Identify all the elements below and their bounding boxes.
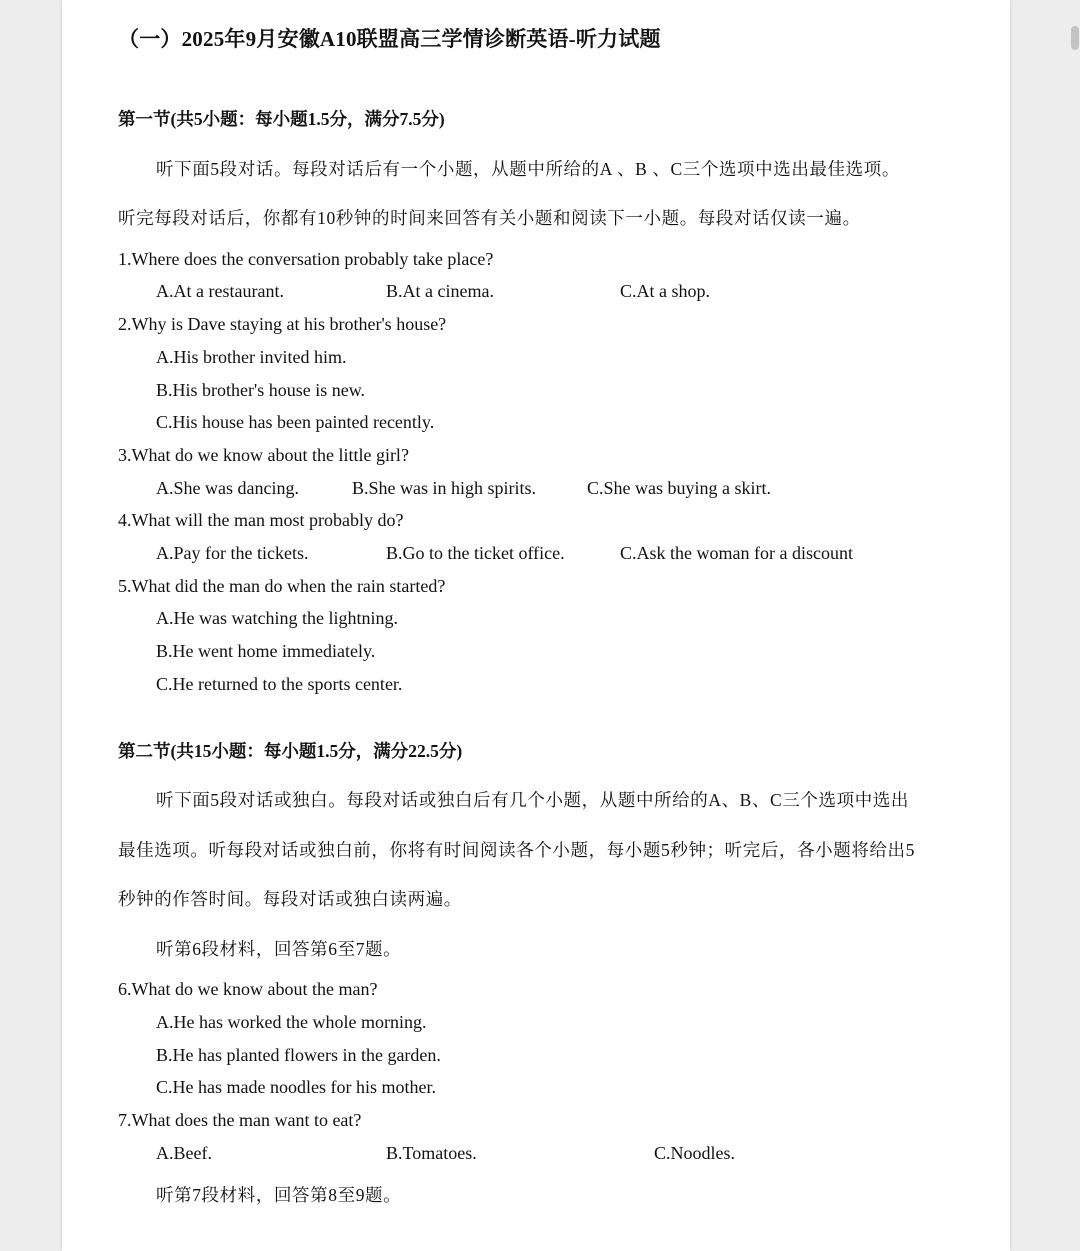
q2-option-b: B.His brother's house is new.: [156, 380, 366, 400]
q7-option-a: A.Beef.: [156, 1143, 212, 1163]
question-3: 3.What do we know about the little girl?: [118, 445, 409, 465]
question-1: 1.Where does the conversation probably take place?: [118, 249, 494, 269]
material-6-note: 听第6段材料，回答第6至7题。: [156, 939, 402, 959]
section1-instruction-line: 听下面5段对话。每段对话后有一个小题，从题中所给的A 、B 、C三个选项中选出最佳选项。: [156, 159, 900, 179]
q1-option-a: A.At a restaurant.: [156, 281, 284, 301]
section2-heading: 第二节(共15小题：每小题1.5分，满分22.5分): [118, 741, 463, 761]
q7-option-b: B.Tomatoes.: [386, 1143, 477, 1163]
q2-option-c: C.His house has been painted recently.: [156, 412, 435, 432]
q2-option-a: A.His brother invited him.: [156, 347, 347, 367]
q3-option-a: A.She was dancing.: [156, 478, 299, 498]
section1-instruction-line: 听完每段对话后，你都有10秒钟的时间来回答有关小题和阅读下一小题。每段对话仅读一遍。: [118, 208, 861, 228]
question-7: 7.What does the man want to eat?: [118, 1110, 362, 1130]
q6-option-c: C.He has made noodles for his mother.: [156, 1077, 436, 1097]
q3-option-c: C.She was buying a skirt.: [587, 478, 771, 498]
q6-option-a: A.He has worked the whole morning.: [156, 1012, 427, 1032]
q4-option-c: C.Ask the woman for a discount: [620, 543, 853, 563]
scrollbar-thumb[interactable]: [1071, 26, 1079, 50]
section2-instruction-line: 听下面5段对话或独白。每段对话或独白后有几个小题，从题中所给的A、B、C三个选项中选出: [156, 790, 910, 810]
q1-option-c: C.At a shop.: [620, 281, 710, 301]
question-2: 2.Why is Dave staying at his brother's house?: [118, 314, 447, 334]
question-6: 6.What do we know about the man?: [118, 979, 378, 999]
q6-option-b: B.He has planted flowers in the garden.: [156, 1045, 441, 1065]
q5-option-b: B.He went home immediately.: [156, 641, 376, 661]
q4-option-b: B.Go to the ticket office.: [386, 543, 565, 563]
q5-option-c: C.He returned to the sports center.: [156, 674, 403, 694]
section1-heading: 第一节(共5小题：每小题1.5分，满分7.5分): [118, 109, 445, 129]
section2-instruction-line: 最佳选项。听每段对话或独白前，你将有时间阅读各个小题，每小题5秒钟；听完后，各小题将给出5: [118, 840, 915, 860]
q7-option-c: C.Noodles.: [654, 1143, 735, 1163]
q4-option-a: A.Pay for the tickets.: [156, 543, 309, 563]
q5-option-a: A.He was watching the lightning.: [156, 608, 398, 628]
q1-option-b: B.At a cinema.: [386, 281, 494, 301]
section2-instruction-line: 秒钟的作答时间。每段对话或独白读两遍。: [118, 889, 462, 909]
question-5: 5.What did the man do when the rain started?: [118, 576, 446, 596]
question-4: 4.What will the man most probably do?: [118, 510, 404, 530]
q3-option-b: B.She was in high spirits.: [352, 478, 537, 498]
material-7-note: 听第7段材料，回答第8至9题。: [156, 1185, 402, 1205]
page-title: （一）2025年9月安徽A10联盟高三学情诊断英语-听力试题: [118, 27, 661, 51]
